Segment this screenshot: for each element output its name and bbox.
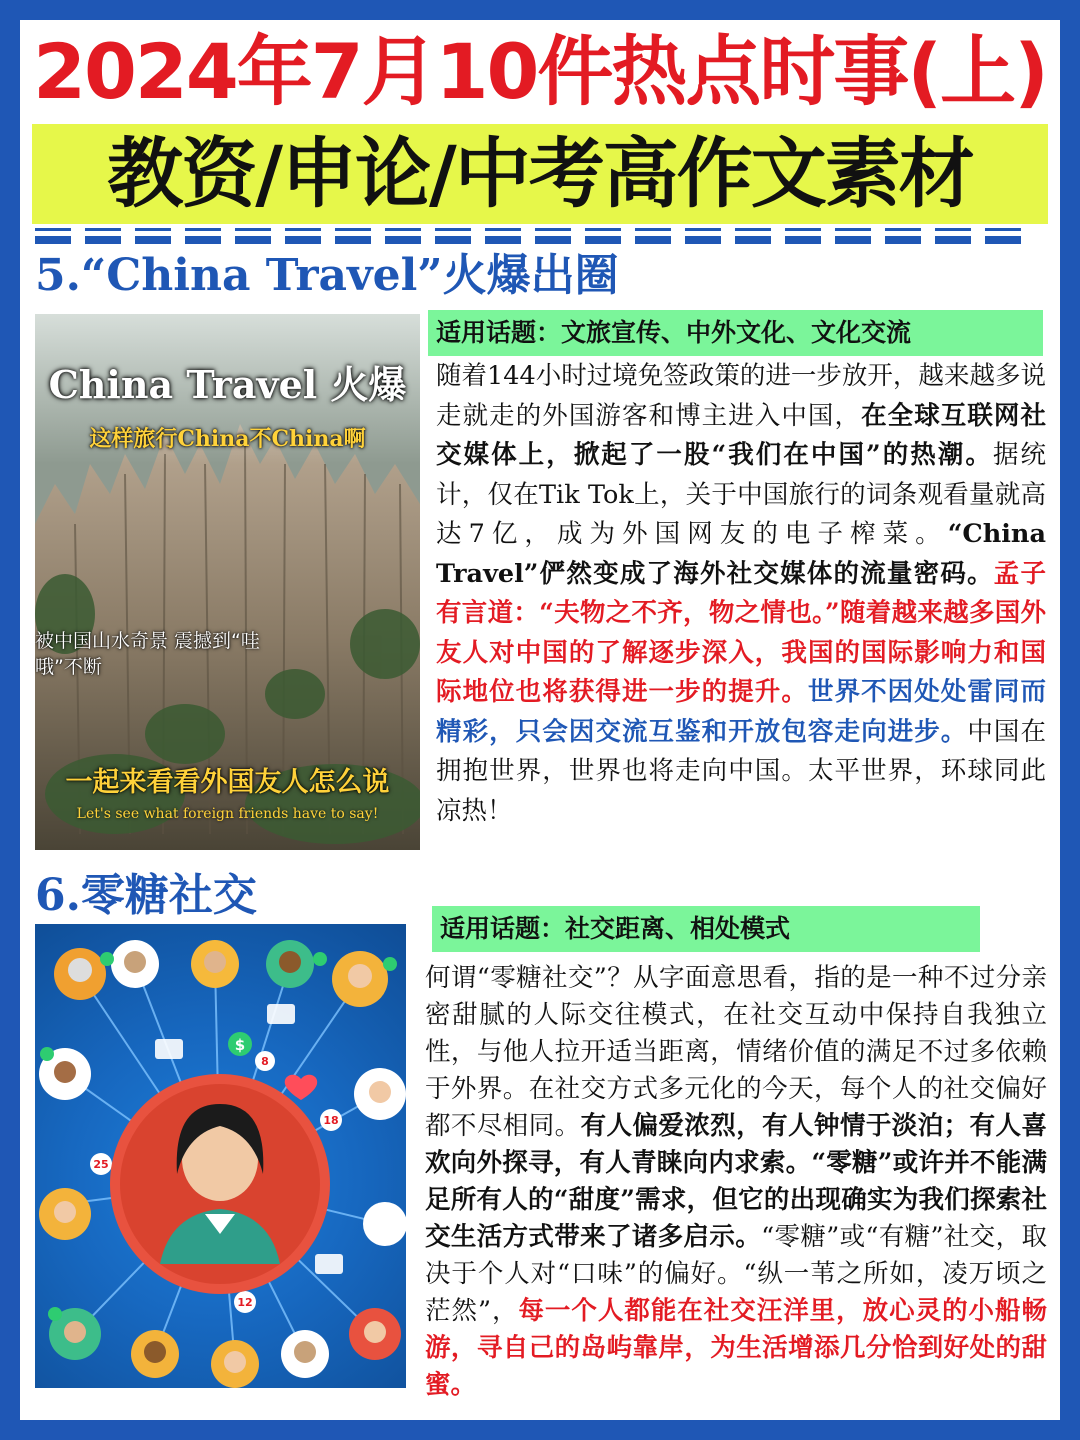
network-number: 8 bbox=[261, 1055, 269, 1068]
text-run-red: 每一个人都能在社交汪洋里，放心灵的小船畅游，寻自己的岛屿靠岸，为生活增添几分恰到好处的甜蜜。 bbox=[425, 1296, 1047, 1400]
divider-top bbox=[35, 228, 1025, 231]
page-title: 2024年7月10件热点时事(上) bbox=[33, 27, 1047, 116]
china-travel-image bbox=[35, 314, 420, 850]
text-run: 中国在拥抱世界，世界也将走向中国。太平世界，环球同此凉热！ bbox=[436, 716, 1046, 826]
text-run-blue: 世界不因处处雷同而精彩，只会因交流互鉴和开放包容走向进步。 bbox=[436, 677, 1046, 747]
text-run: 何谓“零糖社交”？从字面意思看，指的是一种不过分亲密甜腻的人际交往模式，在社交互动中保持自我独立性，与他人拉开适当距离，情绪价值的满足不过多依赖于外界。在社交方式多元化的今天，每个人的社交偏好都不尽相同。 bbox=[425, 963, 1047, 1141]
section-5-title: 5.“China Travel”火爆出圈 bbox=[35, 250, 619, 301]
section-6-body bbox=[425, 960, 1047, 1404]
text-run-bold: 在全球互联网社交媒体上，掀起了一股“我们在中国”的热潮。 bbox=[436, 400, 1046, 470]
section-5-body bbox=[436, 357, 1046, 831]
text-run-red: 孟子有言道：“夫物之不齐，物之情也。”随着越来越多国外友人对中国的了解逐步深入，我国的国际影响力和国际地位也将获得进一步的提升。 bbox=[436, 558, 1046, 707]
network-number: 18 bbox=[323, 1114, 339, 1127]
network-number: 25 bbox=[93, 1158, 109, 1171]
image-caption: 被中国山水奇景 震撼到“哇哦”不断 bbox=[35, 630, 260, 678]
text-run: 随着144小时过境免签政策的进一步放开，越来越多说走就走的外国游客和博主进入中国， bbox=[436, 361, 1046, 431]
image-bottom-cn: 一起来看看外国友人怎么说 bbox=[65, 767, 390, 798]
image-bottom-en: Let's see what foreign friends have to say! bbox=[76, 806, 379, 822]
image-subline: 这样旅行China不China啊 bbox=[89, 426, 366, 452]
section-6-title: 6.零糖社交 bbox=[35, 870, 257, 921]
text-run: 据统计，仅在Tik Tok上，关于中国旅行的词条观看量就高达7亿，成为外国网友的电子榨菜。 bbox=[436, 440, 1046, 549]
social-network-illustration bbox=[35, 924, 406, 1388]
section-5-topic-tag: 适用话题：文旅宣传、中外文化、文化交流 bbox=[428, 310, 1043, 356]
text-run-bold: 有人偏爱浓烈，有人钟情于淡泊；有人喜欢向外探寻，有人青睐向内求索。“零糖”或许并不能满足所有人的“甜度”需求，但它的出现确实为我们探索社交生活方式带来了诸多启示。 bbox=[425, 1111, 1047, 1252]
text-run: “零糖”或“有糖”社交，取决于个人对“口味”的偏好。“纵一苇之所如，凌万顷之茫然”， bbox=[425, 1222, 1047, 1326]
image-headline: China Travel 火爆 bbox=[48, 362, 407, 407]
section-6-topic-tag: 适用话题：社交距离、相处模式 bbox=[432, 906, 980, 952]
social-network-image bbox=[35, 924, 406, 1388]
divider-bottom bbox=[35, 236, 1025, 244]
svg-text:$: $ bbox=[234, 1036, 246, 1054]
network-number: 12 bbox=[237, 1296, 253, 1309]
page-subtitle: 教资/申论/中考高作文素材 bbox=[107, 129, 973, 218]
text-run-bold: “China Travel”俨然变成了海外社交媒体的流量密码。 bbox=[436, 519, 1046, 589]
